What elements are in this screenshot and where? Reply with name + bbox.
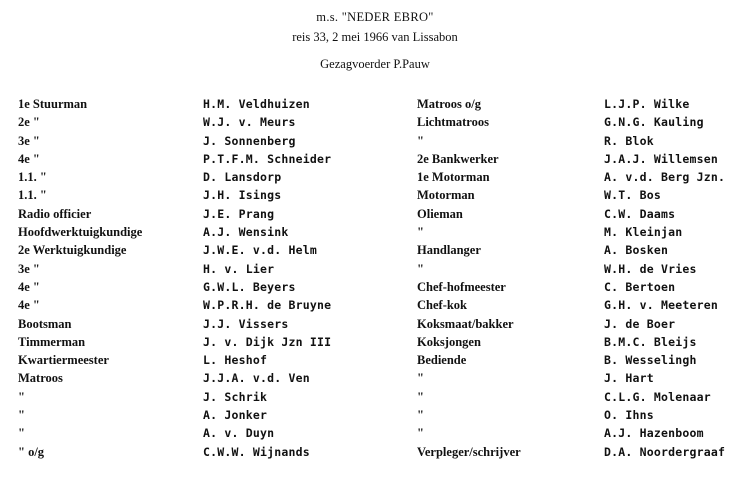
crew-name: J. Schrik: [203, 389, 268, 404]
crew-name: M. Kleinjan: [604, 225, 683, 240]
crew-role: 4e ": [18, 298, 40, 313]
crew-name: A. v.d. Berg Jzn.: [604, 170, 726, 185]
crew-role: 1e Motorman: [417, 170, 490, 185]
crew-role: ": [417, 261, 424, 276]
crew-role: Koksjongen: [417, 334, 481, 349]
crew-role: 3e ": [18, 261, 40, 276]
crew-name: C. Bertoen: [604, 279, 676, 294]
crew-role: Lichtmatroos: [417, 115, 489, 130]
crew-name: J.J.A. v.d. Ven: [203, 371, 310, 386]
crew-role: ": [18, 389, 25, 404]
crew-name: P.T.F.M. Schneider: [203, 151, 332, 166]
crew-role: Radio officier: [18, 206, 92, 221]
crew-role: ": [18, 408, 25, 423]
crew-role: 1.1. ": [18, 188, 47, 203]
crew-name: C.W. Daams: [604, 206, 676, 221]
crew-role: ": [417, 371, 424, 386]
crew-name: J.A.J. Willemsen: [604, 151, 718, 166]
crew-name: D.A. Noordergraaf: [604, 444, 726, 459]
crew-name: D. Lansdorp: [203, 170, 282, 185]
left-roles-column: [18, 95, 142, 461]
crew-name: R. Blok: [604, 133, 654, 148]
crew-name: J.W.E. v.d. Helm: [203, 243, 317, 258]
crew-name: J. Hart: [604, 371, 654, 386]
captain-line: Gezagvoerder P.Pauw: [320, 57, 430, 71]
ship-name: m.s. "NEDER EBRO": [316, 10, 434, 24]
crew-role: ": [417, 225, 424, 240]
crew-name: A.J. Wensink: [203, 225, 289, 240]
crew-role: Bediende: [417, 353, 467, 368]
right-names-column: [604, 95, 725, 461]
crew-role: 2e Werktuigkundige: [18, 243, 127, 258]
crew-role: Bootsman: [18, 316, 72, 331]
crew-role: 1.1. ": [18, 170, 47, 185]
crew-role: Chef-kok: [417, 298, 468, 313]
crew-name: C.W.W. Wijnands: [203, 444, 310, 459]
left-names-column: [203, 95, 331, 461]
voyage-line: reis 33, 2 mei 1966 van Lissabon: [292, 30, 458, 44]
crew-name: G.N.G. Kauling: [604, 115, 704, 130]
crew-role: " o/g: [18, 444, 45, 459]
crew-name: A. Jonker: [203, 408, 268, 423]
crew-name: L. Heshof: [203, 353, 268, 368]
crew-name: C.L.G. Molenaar: [604, 389, 711, 404]
crew-name: J.H. Isings: [203, 188, 282, 203]
crew-name: J. v. Dijk Jzn III: [203, 334, 332, 349]
crew-role: Matroos o/g: [417, 97, 481, 111]
crew-role: 4e ": [18, 279, 40, 294]
crew-role: Verpleger/schrijver: [417, 444, 521, 459]
crew-role: Chef-hofmeester: [417, 279, 506, 294]
crew-name: W.T. Bos: [604, 188, 661, 203]
crew-name: G.H. v. Meeteren: [604, 298, 718, 313]
crew-name: J. Sonnenberg: [203, 133, 296, 148]
crew-name: J. de Boer: [604, 316, 676, 331]
crew-name: G.W.L. Beyers: [203, 279, 296, 294]
crew-name: H. v. Lier: [203, 261, 275, 276]
crew-role: 3e ": [18, 133, 40, 148]
crew-name: A.J. Hazenboom: [604, 426, 704, 441]
crew-role: Koksmaat/bakker: [417, 316, 514, 331]
crew-role: ": [417, 389, 424, 404]
right-roles-column: [417, 95, 521, 461]
crew-name: A. v. Duyn: [203, 426, 275, 441]
crew-role: 2e Bankwerker: [417, 151, 499, 166]
crew-name: L.J.P. Wilke: [604, 97, 690, 111]
crew-role: ": [18, 426, 25, 441]
crew-role: 2e ": [18, 115, 40, 130]
crew-role: Kwartiermeester: [18, 353, 109, 368]
crew-name: B.M.C. Bleijs: [604, 334, 697, 349]
crew-name: O. Ihns: [604, 408, 654, 423]
crew-role: Olieman: [417, 206, 463, 221]
crew-role: Matroos: [18, 371, 63, 386]
crew-name: W.P.R.H. de Bruyne: [203, 298, 332, 313]
crew-role: 1e Stuurman: [18, 97, 88, 111]
crew-name: H.M. Veldhuizen: [203, 97, 310, 111]
crew-role: Hoofdwerktuigkundige: [18, 225, 143, 240]
crew-role: ": [417, 426, 424, 441]
crew-role: Motorman: [417, 188, 475, 203]
crew-role: Timmerman: [18, 334, 86, 349]
crew-name: W.H. de Vries: [604, 261, 697, 276]
crew-role: 4e ": [18, 151, 40, 166]
crew-name: W.J. v. Meurs: [203, 115, 296, 130]
crew-name: B. Wesselingh: [604, 353, 697, 368]
crew-name: A. Bosken: [604, 243, 669, 258]
crew-role: Handlanger: [417, 243, 481, 258]
crew-name: J.E. Prang: [203, 206, 275, 221]
crew-role: ": [417, 408, 424, 423]
crew-name: J.J. Vissers: [203, 316, 289, 331]
crew-role: ": [417, 133, 424, 148]
